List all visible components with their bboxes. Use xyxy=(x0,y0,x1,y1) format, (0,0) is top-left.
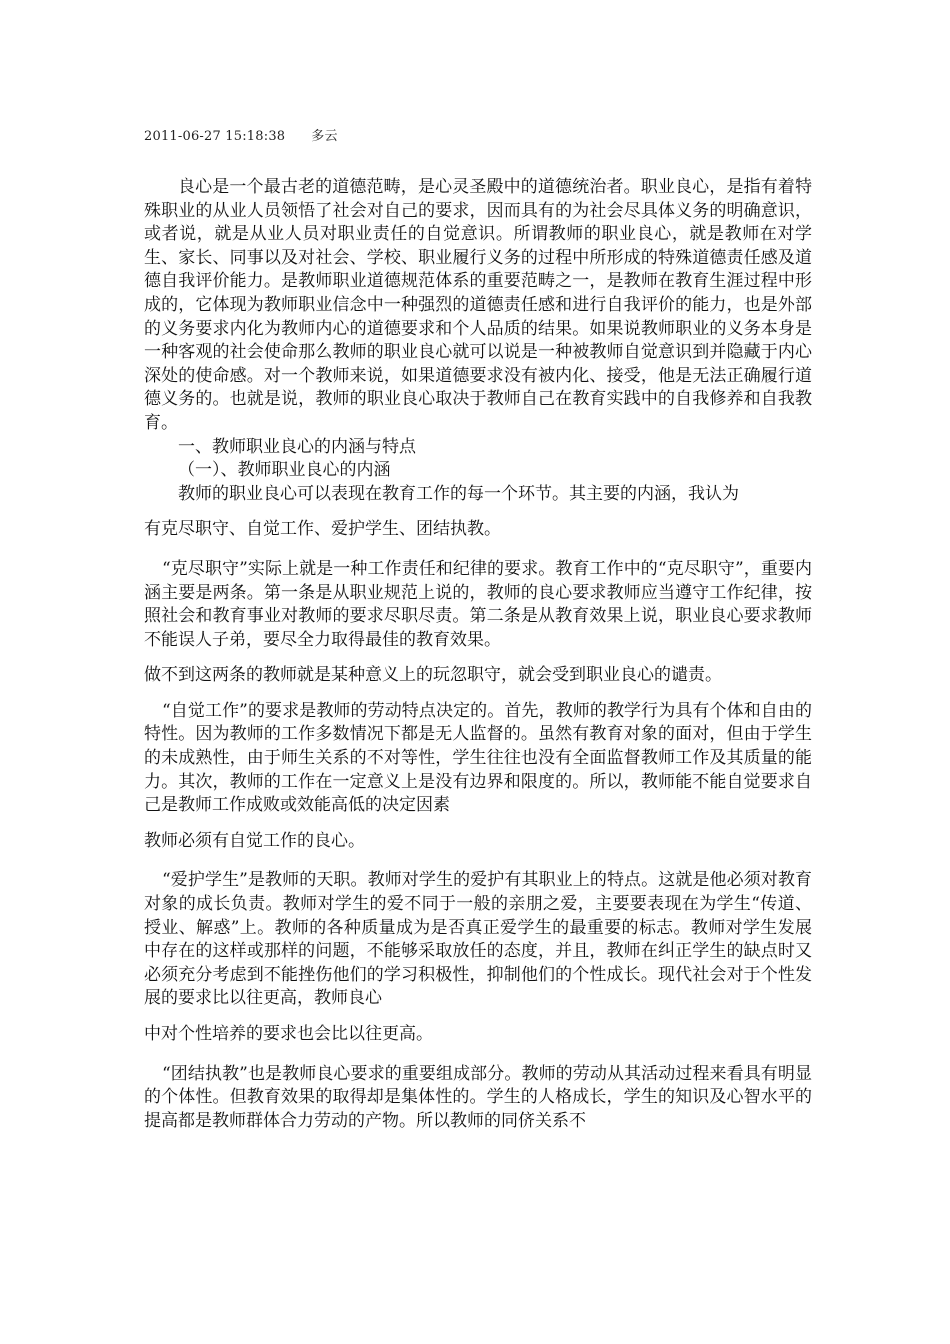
post-meta xyxy=(144,125,338,144)
paragraph-self-discipline-continued: 教师必须有自觉工作的良心。 xyxy=(144,830,365,851)
paragraph-duty-continued: 做不到这两条的教师就是某种意义上的玩忽职守，就会受到职业良心的谴责。 xyxy=(144,665,722,686)
paragraph-self-discipline: “自觉工作”的要求是教师的劳动特点决定的。首先，教师的教学行为具有个体和自由的特性。因为教师的工作多数情况下都是无人监督的。虽然有教育对象的面对，但由于学生的未成熟性，由于师生关系的不对等性，学生往往也没有全面监督教师工作及其质量的能力。其次，教师的工作在一定意义上是没有边界和限度的。所以，教师能不能自觉要求自己是教师工作成败或效能高低的决定因素 xyxy=(144,700,812,816)
paragraph-care-students-continued: 中对个性培养的要求也会比以往更高。 xyxy=(144,1024,433,1044)
paragraph-duty: “克尽职守”实际上就是一种工作责任和纪律的要求。教育工作中的“克尽职守”，重要内涵主要是两条。第一条是从职业规范上说的，教师的良心要求教师应当遵守工作纪律，按照社会和教育事业对教师的要求尽职尽责。第二条是从教育效果上说，职业良心要求教师不能误人子弟，要尽全力取得最佳的教育效果。 xyxy=(144,558,812,650)
subsection-heading: （一）、教师职业良心的内涵 xyxy=(178,460,391,481)
paragraph-care-students: “爱护学生”是教师的天职。教师对学生的爱护有其职业上的特点。这就是他必须对教育对象的成长负责。教师对学生的爱不同于一般的亲朋之爱，主要要表现在为学生“传道、授业、解惑”上。教师的各种质量成为是否真正爱学生的最重要的标志。教师对学生发展中存在的这样或那样的问题，不能够采取放任的态度，并且，教师在纠正学生的缺点时又必须充分考虑到不能挫伤他们的学习积极性，抑制他们的个性成长。现代社会对于个性发展的要求比以往更高，教师良心 xyxy=(144,870,812,1009)
paragraph-unity: “团结执教”也是教师良心要求的重要组成部分。教师的劳动从其活动过程来看具有明显的个体性。但教育效果的取得却是集体性的。学生的人格成长，学生的知识及心智水平的提高都是教师群体合力劳动的产物。所以教师的同侪关系不 xyxy=(144,1063,812,1131)
paragraph-content-intro: 教师的职业良心可以表现在教育工作的每一个环节。其主要的内涵，我认为 xyxy=(178,483,739,504)
paragraph-intro: 良心是一个最古老的道德范畴，是心灵圣殿中的道德统治者。职业良心，是指有着特殊职业的从业人员领悟了社会对自己的要求，因而具有的为社会尽具体义务的明确意识，或者说，就是从业人员对职业责任的自觉意识。所谓教师的职业良心，就是教师在对学生、家长、同事以及对社会、学校、职业履行义务的过程中所形成的特殊道德责任感及道德自我评价能力。是教师职业道德规范体系的重要范畴之一，是教师在教育生涯过程中形成的，它体现为教师职业信念中一种强烈的道德责任感和进行自我评价的能力，也是外部的义务要求内化为教师内心的道德要求和个人品质的结果。如果说教师职业的义务本身是一种客观的社会使命那么教师的职业良心就可以说是一种被教师自觉意识到并隐藏于内心深处的使命感。对一个教师来说，如果道德要求没有被内化、接受，他是无法正确履行道德义务的。也就是说，教师的职业良心取决于教师自己在教育实践中的自我修养和自我教育。 xyxy=(144,177,812,433)
post-author: 多云 xyxy=(311,129,338,144)
section-heading: 一、教师职业良心的内涵与特点 xyxy=(178,436,416,457)
paragraph-content-list: 有克尽职守、自觉工作、爱护学生、团结执教。 xyxy=(144,519,501,540)
post-timestamp: 2011-06-27 15:18:38 xyxy=(144,129,286,144)
article-body xyxy=(144,176,812,1133)
